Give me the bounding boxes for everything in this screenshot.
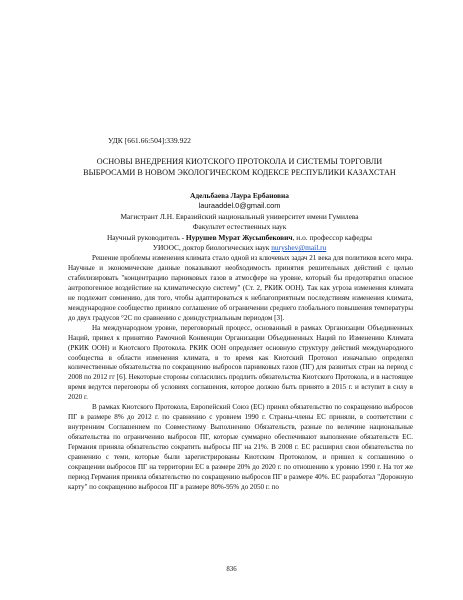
body-text [68, 254, 413, 493]
paragraph-2: На международном уровне, переговорный процесс, основанный в рамках Организации Объединенных Наций, привел к принятию Рамочной Конвенции Организации Объединенных Наций по Изменению Климата (РКИК ООН) и Киотского Протокола. РКИК ООН определяет основную структуру действий международного сообщества в области изменения климата, в то время как Киотский Протокол изначально определял количественные обязательства по сокращению выбросов парниковых газов (ПГ) для развитых стран на период с 2008 по 2012 гг [6]. Некоторые стороны согласились продлить обязательства Киотского Протокола, и в настоящее время ведутся переговоры об условиях соглашения, которое должно быть принято в 2015 г. и вступит в силу в 2020 г. [68, 323, 413, 402]
title-line-2: ВЫБРОСАМИ В НОВОМ ЭКОЛОГИЧЕСКОМ КОДЕКСЕ РЕСПУБЛИКИ КАЗАХСТАН [83, 168, 396, 177]
supervisor-degree: УИООС, доктор биологических наук [152, 243, 272, 253]
supervisor-email-link[interactable]: nuryshev@mail.ru [271, 243, 327, 253]
title-line-1: ОСНОВЫ ВНЕДРЕНИЯ КИОТСКОГО ПРОТОКОЛА И СИСТЕМЫ ТОРГОВЛИ [96, 157, 383, 166]
supervisor-prefix: Научный руководитель - [106, 232, 186, 242]
author-email: lauraaddel.0@gmail.com [198, 201, 281, 211]
paper-title [64, 156, 415, 178]
faculty: Факультет естественных наук [192, 222, 287, 232]
udc-code: УДК [661.66:504]:339.922 [108, 136, 191, 145]
affiliation: Магистрант Л.Н. Евразийский национальный университет имени Гумилева [120, 211, 359, 221]
author-name: Адельбаева Лаура Ербановна [190, 191, 289, 200]
paragraph-1: Решение проблемы изменения климата стало одной из ключевых задач 21 века для политиков всего мира. Научные и экономические данные показывают необходимость принятия решительных действий с целью стабилизировать "концентрацию парниковых газов в атмосфере на уровне, который бы предотвратил опасное антропогенное воздействие на климатическую систему" (Ст. 2, РКИК ООН). Так как угроза изменения климата не подлежит сомнению, для того, чтобы адаптироваться к неблагоприятным последствиям изменения климата, международное сообщество приняло соглашение об ограничении среднего глобального повышения температуры до двух градусов °2С по сравнению с доиндустриальным периодом [3]. [68, 254, 413, 322]
supervisor-line-2 [64, 243, 415, 253]
page-number: 836 [226, 566, 237, 573]
supervisor-name: Нурушев Мурат Жусыпбекович [185, 232, 293, 242]
author-block [64, 191, 415, 253]
supervisor-suffix: , и.о. профессор кафедры [292, 232, 373, 242]
paragraph-3: В рамках Киотского Протокола, Европейский Союз (ЕС) принял обязательство по сокращению выбросов ПГ в размере 8% до 2012 г. по сравнению с уровнем 1990 г. Страны-члены ЕС приняли, в соответствии с внутренним Соглашением по Совместному Выполнению Обязательств, разные по величине национальные обязательства по ограничению выбросов ПГ, которые суммарно обеспечивают выполнение обязательств ЕС. Германия приняла обязательство сократить выбросы ПГ на 21%. В 2008 г. ЕС расширил свои обязательства по сравнению с теми, которые были зарегистрированы Киотским Протоколом, и пришел к соглашению о сокращении выбросов ПГ на территории ЕС в размере 20% до 2020 г. по отношению к уровню 1990 г. На тот же период Германия приняла обязательство по сокращению выбросов ПГ в размере 40%. ЕС разработал "Дорожную карту" по сокращению выбросов ПГ в размере 80%-95% до 2050 г. по [68, 403, 413, 491]
supervisor-line [64, 233, 415, 243]
